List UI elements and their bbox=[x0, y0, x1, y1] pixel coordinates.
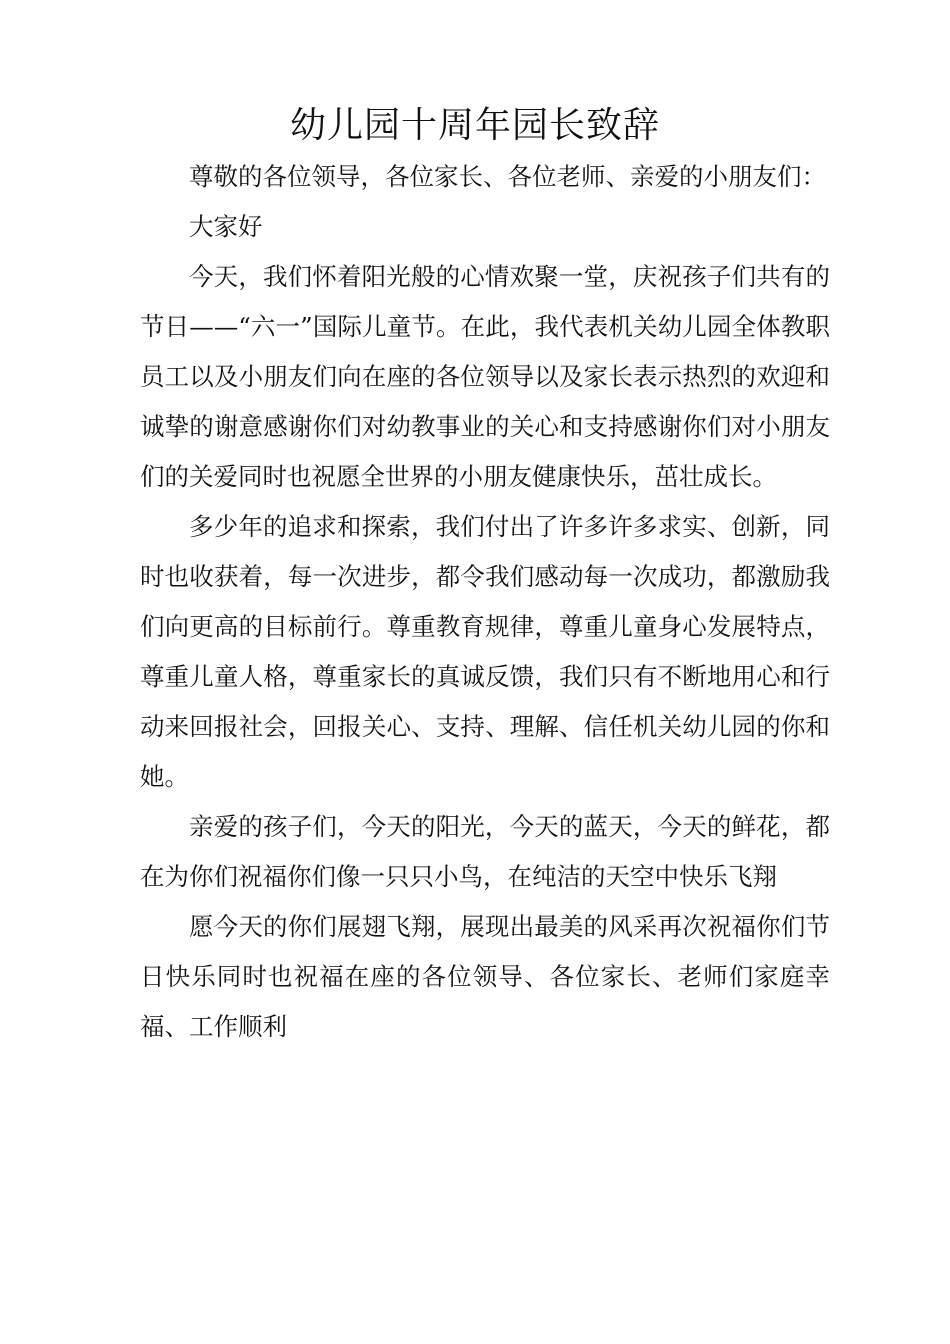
paragraph-salutation: 尊敬的各位领导，各位家长、各位老师、亲爱的小朋友们： bbox=[189, 162, 826, 191]
paragraph-children: 亲爱的孩子们，今天的阳光，今天的蓝天，今天的鲜花，都在为你们祝福你们像一只只小鸟，在纯洁的天空中快乐飞翔 bbox=[140, 812, 830, 891]
paragraph-pursuit: 多少年的追求和探索，我们付出了许多许多求实、创新，同时也收获着，每一次进步，都令我们感动每一次成功，都激励我们向更高的目标前行。尊重教育规律，尊重儿童身心发展特点，尊重儿童人格，尊重家长的真诚反馈，我们只有不断地用心和行动来回报社会，回报关心、支持、理解、信任机关幼儿园的你和她。 bbox=[140, 512, 830, 791]
paragraph-wishes: 愿今天的你们展翅飞翔，展现出最美的风采再次祝福你们节日快乐同时也祝福在座的各位领导、各位家长、老师们家庭幸福、工作顺利 bbox=[140, 912, 830, 1041]
paragraph-welcome: 今天，我们怀着阳光般的心情欢聚一堂，庆祝孩子们共有的节日——“六一”国际儿童节。在此，我代表机关幼儿园全体教职员工以及小朋友们向在座的各位领导以及家长表示热烈的欢迎和诚挚的谢意感谢你们对幼教事业的关心和支持感谢你们对小朋友们的关爱同时也祝愿全世界的小朋友健康快乐，茁壮成长。 bbox=[140, 262, 830, 491]
document-body bbox=[140, 152, 830, 1052]
document-title: 幼儿园十周年园长致辞 bbox=[289, 105, 660, 146]
paragraph-greeting: 大家好 bbox=[189, 212, 263, 241]
